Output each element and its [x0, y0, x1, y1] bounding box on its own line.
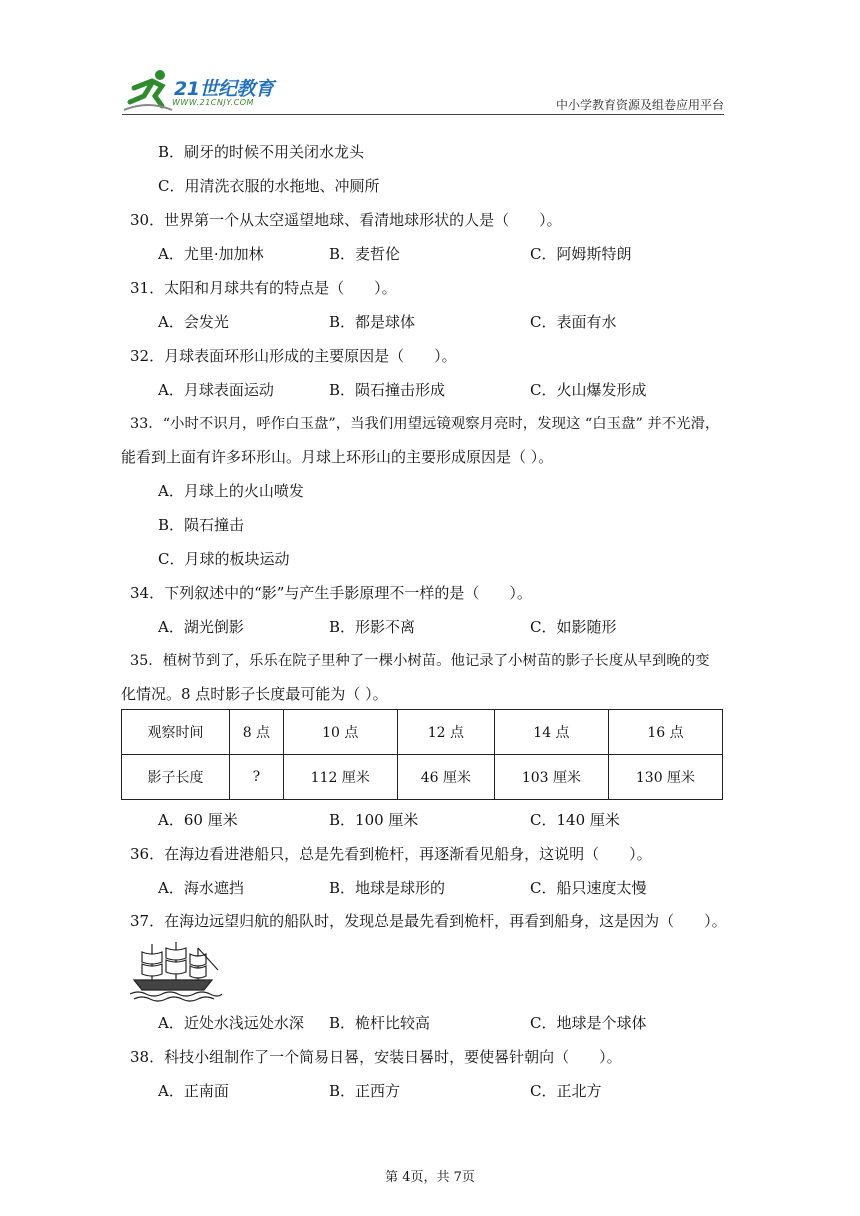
q35-option-c: C．140 厘米 — [530, 811, 620, 829]
q32-option-a: A．月球表面运动 — [158, 381, 274, 399]
q34-option-b: B．形影不离 — [329, 618, 416, 636]
table-cell: 12 点 — [397, 710, 494, 755]
q38-option-a: A．正南面 — [158, 1082, 229, 1100]
option-line: B．刷牙的时候不用关闭水龙头 — [158, 143, 365, 161]
q34-option-a: A．湖光倒影 — [158, 618, 244, 636]
question-35-line1: 35．植树节到了，乐乐在院子里种了一棵小树苗。他记录了小树苗的影子长度从早到晚的变 — [130, 653, 710, 669]
table-cell: 影子长度 — [122, 755, 230, 800]
q38-option-b: B．正西方 — [329, 1082, 401, 1100]
table-cell: 观察时间 — [122, 710, 230, 755]
q32-option-b: B．陨石撞击形成 — [329, 381, 446, 399]
q36-option-c: C．船只速度太慢 — [530, 879, 647, 897]
page-number: 第 4页，共 7页 — [385, 1170, 475, 1185]
shadow-length-table — [121, 709, 723, 800]
q31-option-a: A．会发光 — [158, 313, 229, 331]
q30-option-a: A．尤里·加加林 — [158, 245, 264, 263]
q37-option-b: B．桅杆比较高 — [329, 1014, 431, 1032]
q36-option-a: A．海水遮挡 — [158, 879, 244, 897]
runner-logo-icon — [122, 66, 174, 114]
option-line: C．用清洗衣服的水拖地、冲厕所 — [158, 177, 380, 195]
logo-url: WWW.21CNJY.COM — [172, 98, 254, 107]
question-33-line2: 能看到上面有许多环形山。月球上环形山的主要形成原因是（ ）。 — [121, 448, 554, 466]
table-cell: 10 点 — [283, 710, 397, 755]
table-cell: 14 点 — [494, 710, 608, 755]
table-row — [122, 710, 723, 755]
q31-option-b: B．都是球体 — [329, 313, 416, 331]
question-34: 34．下列叙述中的“影”与产生手影原理不一样的是（ ）。 — [130, 584, 532, 602]
platform-label: 中小学教育资源及组卷应用平台 — [555, 98, 724, 112]
table-cell: 16 点 — [608, 710, 722, 755]
q35-option-b: B．100 厘米 — [329, 811, 419, 829]
table-cell: ? — [230, 755, 284, 800]
page-header — [122, 66, 724, 115]
table-cell: 112 厘米 — [283, 755, 397, 800]
q30-option-c: C．阿姆斯特朗 — [530, 245, 632, 263]
logo-text: 21世纪教育 — [174, 78, 274, 100]
question-31: 31．太阳和月球共有的特点是（ ）。 — [130, 279, 397, 297]
q33-option-b: B．陨石撞击 — [158, 516, 245, 534]
q38-option-c: C．正北方 — [530, 1082, 602, 1100]
q32-option-c: C．火山爆发形成 — [530, 381, 647, 399]
question-33-line1: 33．“小时不识月，呼作白玉盘”，当我们用望远镜观察月亮时，发现这 “白玉盘” 并不光滑， — [130, 416, 720, 432]
table-cell: 8 点 — [230, 710, 284, 755]
table-row — [122, 755, 723, 800]
sailing-ship-icon — [130, 940, 222, 1002]
table-cell: 130 厘米 — [608, 755, 722, 800]
question-38: 38．科技小组制作了一个简易日晷，安装日晷时，要使晷针朝向（ ）。 — [130, 1048, 622, 1066]
q34-option-c: C．如影随形 — [530, 618, 617, 636]
logo — [122, 66, 292, 114]
q31-option-c: C．表面有水 — [530, 313, 617, 331]
q37-option-a: A．近处水浅远处水深 — [158, 1014, 304, 1032]
table-cell: 103 厘米 — [494, 755, 608, 800]
q30-option-b: B．麦哲伦 — [329, 245, 401, 263]
q33-option-a: A．月球上的火山喷发 — [158, 482, 304, 500]
q35-option-a: A．60 厘米 — [158, 811, 238, 829]
q36-option-b: B．地球是球形的 — [329, 879, 446, 897]
question-37: 37．在海边远望归航的船队时，发现总是最先看到桅杆，再看到船身，这是因为（ ）。 — [130, 912, 727, 930]
question-32: 32．月球表面环形山形成的主要原因是（ ）。 — [130, 347, 457, 365]
question-35-line2: 化情况。8 点时影子长度最可能为（ ）。 — [121, 685, 388, 703]
q33-option-c: C．月球的板块运动 — [158, 550, 290, 568]
q37-option-c: C．地球是个球体 — [530, 1014, 647, 1032]
table-cell: 46 厘米 — [397, 755, 494, 800]
question-30: 30．世界第一个从太空遥望地球、看清地球形状的人是（ ）。 — [130, 211, 562, 229]
question-36: 36．在海边看进港船只，总是先看到桅杆，再逐渐看见船身，这说明（ ）。 — [130, 845, 652, 863]
